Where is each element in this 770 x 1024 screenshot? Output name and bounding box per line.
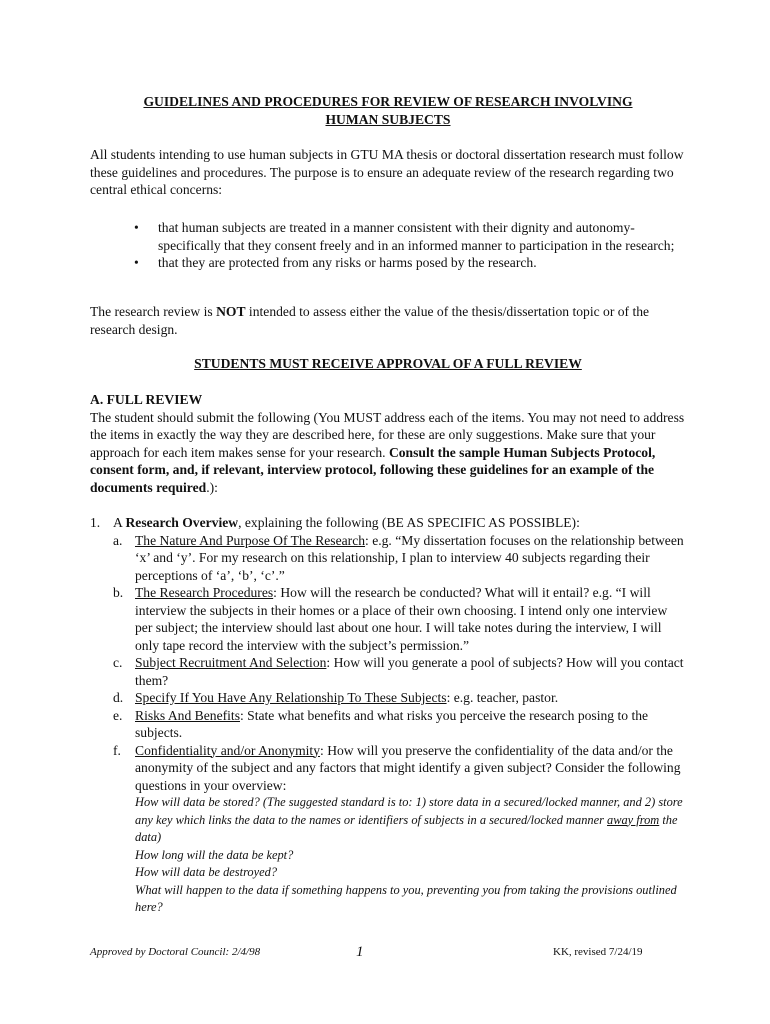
list-item <box>90 219 686 254</box>
subitem-d <box>90 689 686 707</box>
subitem-letter: b. <box>113 585 124 600</box>
review-note <box>90 303 686 338</box>
item-number: 1. <box>90 515 101 530</box>
subitem-letter: a. <box>113 532 123 548</box>
review-note-before: The research review is <box>90 304 217 319</box>
approval-heading: STUDENTS MUST RECEIVE APPROVAL OF A FULL REVIEW <box>194 356 582 371</box>
subitem-text: : How will the research be conducted? What will it entail? e.g. “I will interview the subjects in their homes or a place of their own choosing. I intend only one interview per subject; the interview should last about one hour. I will take notes during the interview, I will only tape record the interview with the subject’s permission.” <box>135 585 668 653</box>
subitem-letter: d. <box>113 690 124 705</box>
section-a <box>90 391 686 496</box>
subitem-label: Confidentiality and/or Anonymity <box>135 742 321 758</box>
subitem-letter: c. <box>113 655 123 670</box>
footer-revision: KK, revised 7/24/19 <box>553 946 643 958</box>
section-a-text <box>90 409 686 497</box>
concerns-list <box>90 219 686 272</box>
subitem-text: : State what benefits and what risks you perceive the research posing to the subjects. <box>135 707 649 740</box>
subitem-b <box>90 584 686 654</box>
subitem-label: The Nature And Purpose Of The Research <box>135 532 366 548</box>
section-a-body: The student should submit the following (You MUST address each of the items. You may not need to address the items in exactly the way they are described here, for these are only suggestions. Make sure that your approach for each item makes sense for your research. <box>90 409 685 460</box>
subitem-e <box>90 707 686 742</box>
question-destruction: How will data be destroyed? <box>135 865 278 879</box>
question-storage-text: How will data be stored? (The suggested standard is to: 1) store data in a secured/locked manner, and 2) store any key which links the data to the names or identifiers of subjects in a secured/locked manner <box>135 795 683 827</box>
subitem-text: : e.g. “My dissertation focuses on the relationship between ‘x’ and ‘y’. For my research on this relationship, I plan to interview 40 subjects regarding their perceptions of ‘a’, ‘b’, ‘c’.” <box>135 532 684 583</box>
subitem-letter: e. <box>113 707 123 723</box>
subitem-f <box>90 742 686 795</box>
question-storage <box>135 794 686 847</box>
subitem-label: Subject Recruitment And Selection <box>135 655 327 670</box>
item1-bold: Research Overview <box>125 515 239 530</box>
section-a-end: .): <box>206 479 218 495</box>
bullet-text: that human subjects are treated in a manner consistent with their dignity and autonomy-specifically that they consent freely and in an informed manner to participation in the research; <box>158 220 675 253</box>
subitem-label: Risks And Benefits <box>135 707 240 723</box>
numbered-list <box>90 514 686 917</box>
review-note-emphasis: NOT <box>216 304 246 319</box>
subitem-text: : How will you generate a pool of subjects? How will you contact them? <box>135 655 684 688</box>
subitem-a <box>90 532 686 585</box>
section-a-heading: A. FULL REVIEW <box>90 392 203 407</box>
section-a-bold: Consult the sample Human Subjects Protocol, consent form, and, if relevant, interview protocol, following these guidelines for an example of the documents required <box>90 444 656 495</box>
question-storage-emphasis: away from <box>607 812 660 827</box>
list-item <box>90 254 686 272</box>
subitem-text: : e.g. teacher, pastor. <box>446 690 559 705</box>
question-storage-end: the data) <box>135 812 678 844</box>
item1-prefix: A <box>113 515 126 530</box>
subitem-questions <box>90 794 686 917</box>
title-line-2: HUMAN SUBJECTS <box>325 112 451 127</box>
footer-approval: Approved by Doctoral Council: 2/4/98 <box>90 946 261 958</box>
subitem-letter: f. <box>113 742 121 758</box>
bullet-text: that they are protected from any risks or harms posed by the research. <box>158 255 537 270</box>
subitem-text: : How will you preserve the confidentiality of the data and/or the anonymity of the subject and any factors that might identify a given subject? Consider the following questions in your overview: <box>135 742 681 793</box>
intro-paragraph: All students intending to use human subjects in GTU MA thesis or doctoral dissertation research must follow these guidelines and procedures. The purpose is to ensure an adequate review of the research regarding two central ethical concerns: <box>90 147 684 197</box>
question-duration: How long will the data be kept? <box>135 847 294 862</box>
subitem-label: Specify If You Have Any Relationship To These Subjects <box>135 690 447 705</box>
list-item-1 <box>90 514 686 532</box>
page-title <box>90 93 686 129</box>
subitem-label: The Research Procedures <box>135 585 274 600</box>
question-contingency: What will happen to the data if something happens to you, preventing you from taking the provisions outlined here? <box>135 882 677 914</box>
bullet-icon: • <box>134 220 139 235</box>
subitem-c <box>90 654 686 689</box>
page-number: 1 <box>356 944 364 960</box>
title-line-1: GUIDELINES AND PROCEDURES FOR REVIEW OF RESEARCH INVOLVING <box>143 94 633 109</box>
bullet-icon: • <box>134 255 139 270</box>
review-note-after: intended to assess either the value of the thesis/dissertation topic or of the research design. <box>90 304 650 337</box>
item1-suffix: , explaining the following (BE AS SPECIFIC AS POSSIBLE): <box>238 515 580 530</box>
